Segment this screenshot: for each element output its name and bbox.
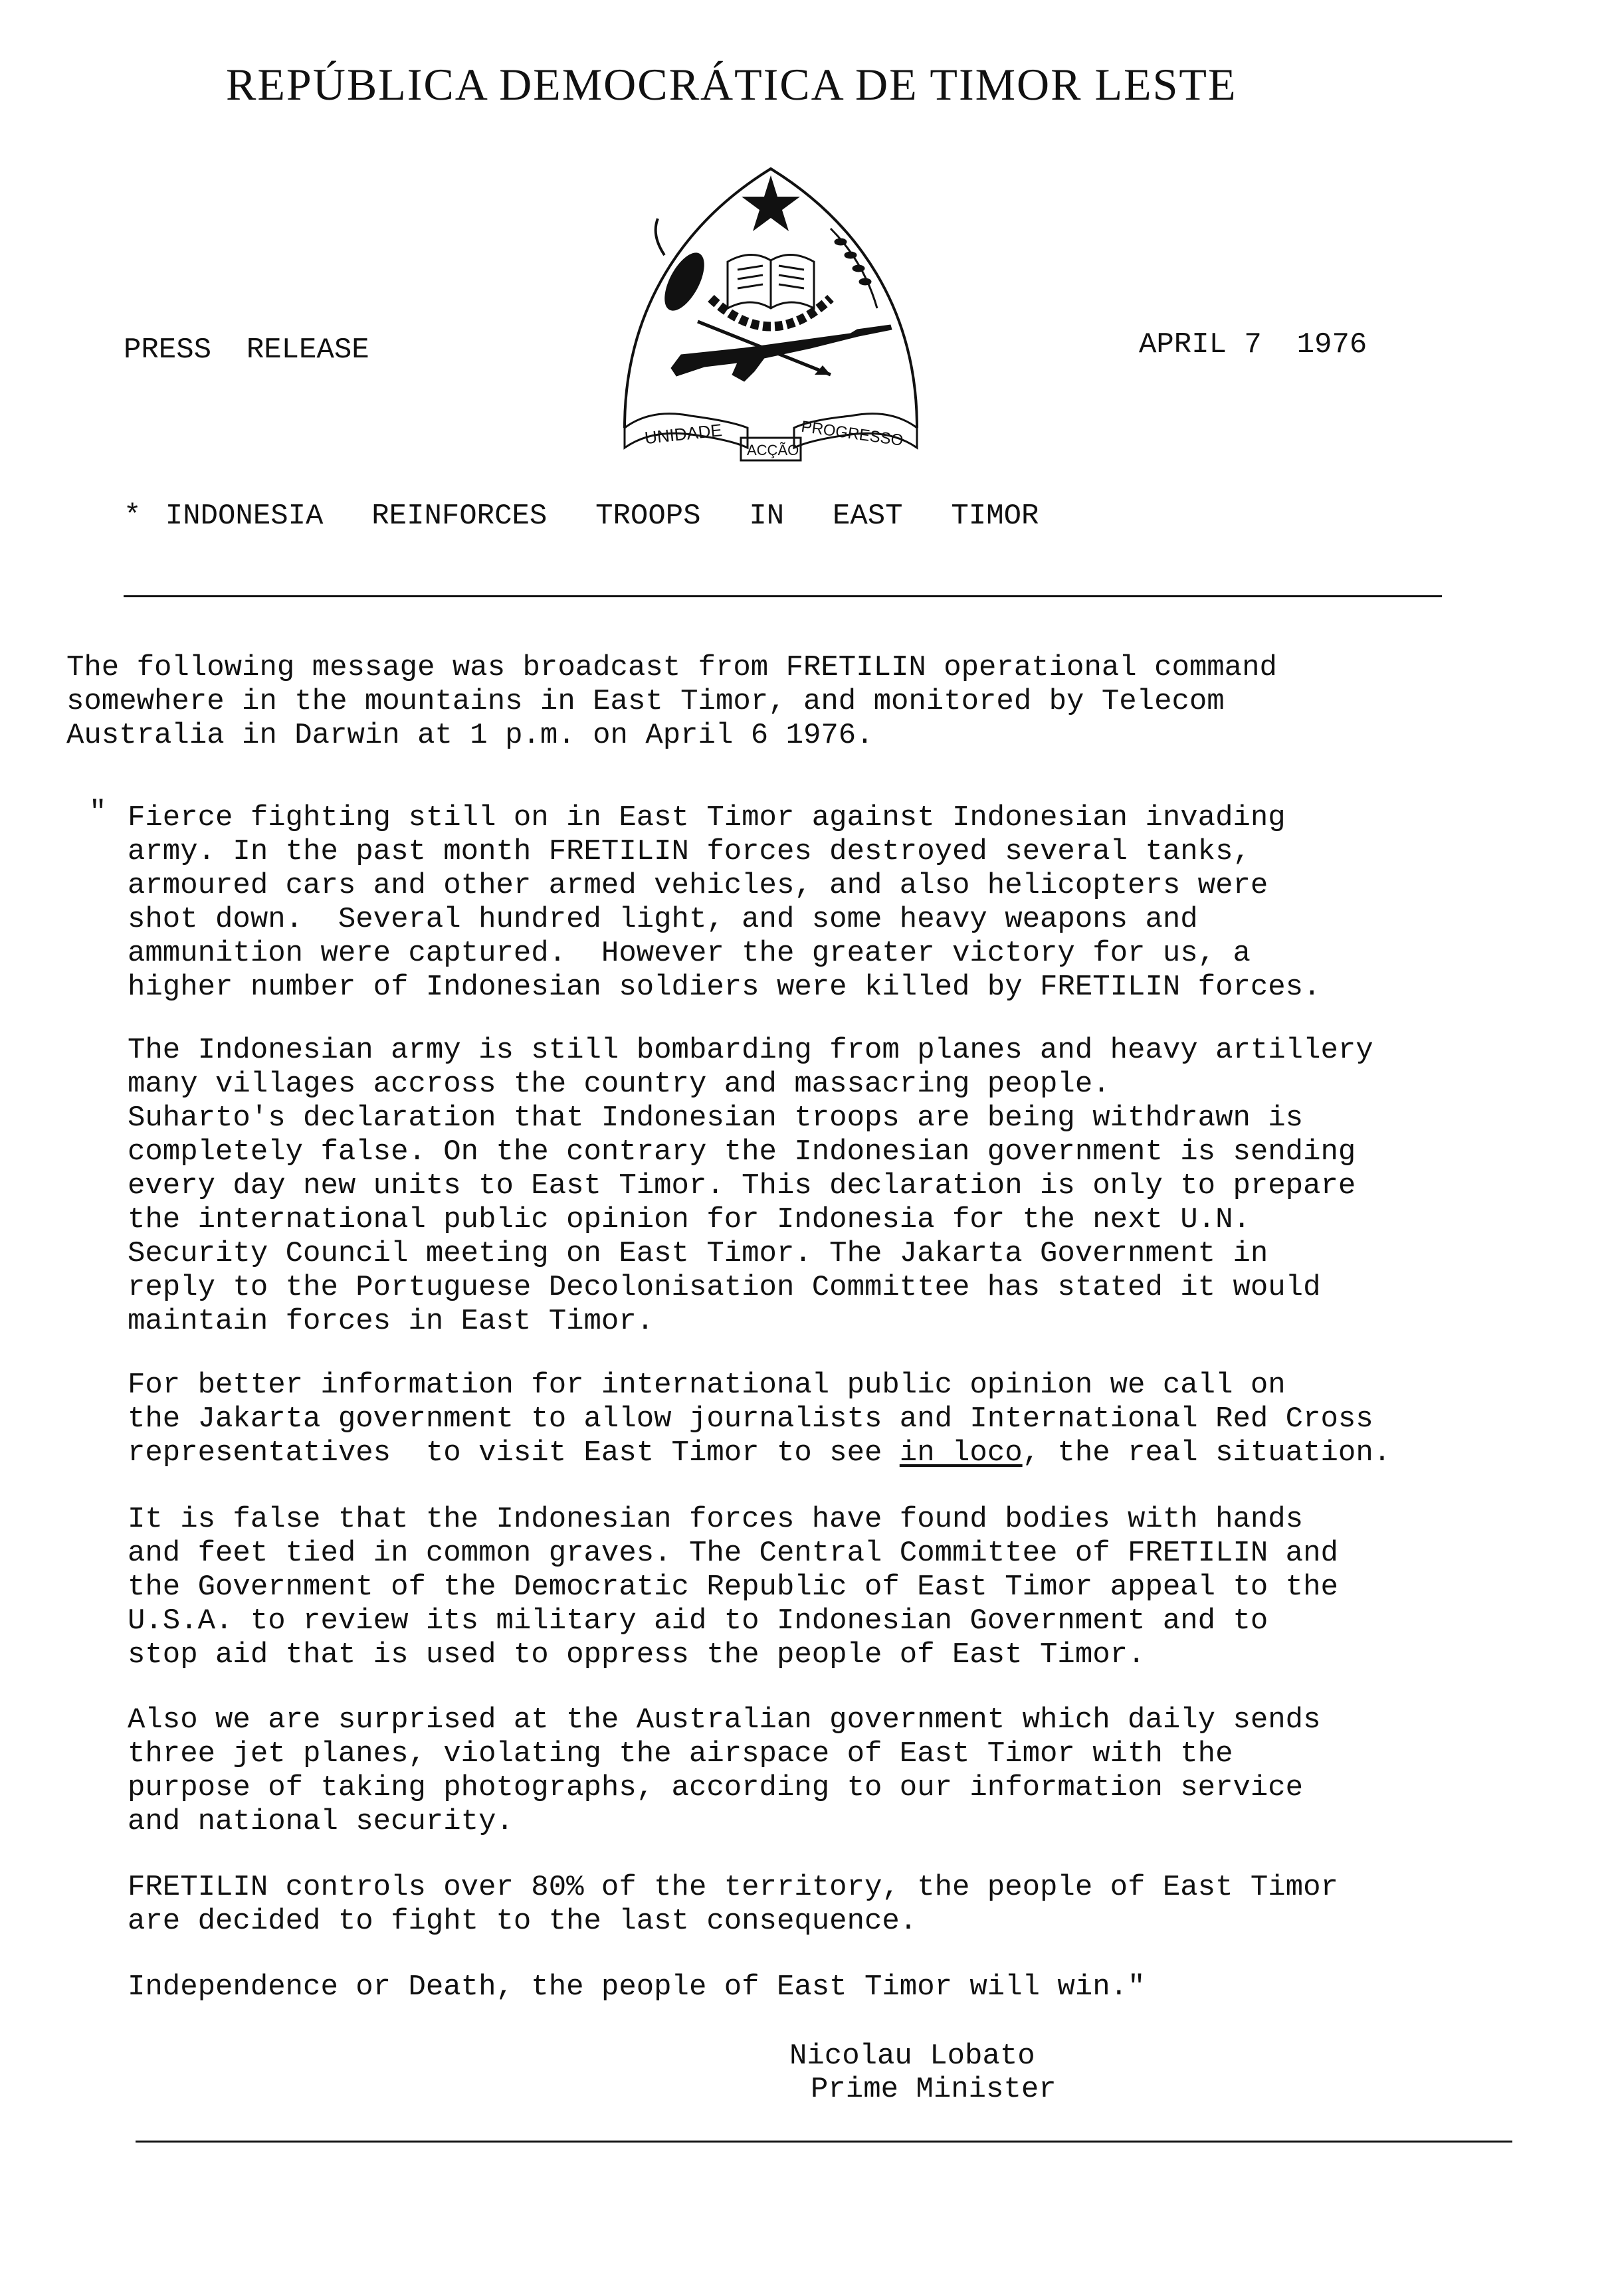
body-line: Independence or Death, the people of East Timor will win." [128,1970,1146,2004]
body-line: Also we are surprised at the Australian government which daily sends [128,1703,1321,1737]
release-date: APRIL 7 1976 [1139,328,1367,361]
body-line: and national security. [128,1805,514,1838]
opening-quote-mark: " [89,796,107,829]
coat-of-arms-emblem [611,155,930,494]
body-line: purpose of taking photographs, according to our information service [128,1771,1304,1804]
body-line: higher number of Indonesian soldiers were killed by FRETILIN forces. [128,971,1321,1004]
body-line: ammunition were captured. However the greater victory for us, a [128,937,1251,970]
body-line: three jet planes, violating the airspace of East Timor with the [128,1737,1233,1770]
body-line: and feet tied in common graves. The Central Committee of FRETILIN and [128,1537,1338,1570]
intro-paragraph [66,651,1277,753]
body-line: The Indonesian army is still bombarding from planes and heavy artillery [128,1034,1373,1067]
rifle-icon [671,325,892,381]
body-line: For better information for international public opinion we call on [128,1369,1286,1402]
body-text: , the real situation. [1022,1436,1391,1470]
body-line: the Jakarta government to allow journalists and International Red Cross [128,1402,1373,1436]
body-line: maintain forces in East Timor. [128,1305,655,1338]
quote-paragraph-1 [128,801,1321,1004]
body-line: It is false that the Indonesian forces have found bodies with hands [128,1503,1304,1536]
body-line: Fierce fighting still on in East Timor against Indonesian invading [128,801,1286,834]
body-line: are decided to fight to the last consequence. [128,1905,918,1938]
body-line: shot down. Several hundred light, and some heavy weapons and [128,903,1198,936]
body-line: reply to the Portuguese Decolonisation Committee has stated it would [128,1271,1321,1304]
body-line: every day new units to East Timor. This declaration is only to prepare [128,1169,1356,1202]
signer-name: Nicolau Lobato [789,2040,1035,2073]
body-line [128,1436,1391,1470]
body-line: the international public opinion for Indonesia for the next U.N. [128,1203,1251,1236]
body-line: U.S.A. to review its military aid to Indonesian Government and to [128,1604,1268,1638]
body-line: armoured cars and other armed vehicles, and also helicopters were [128,869,1268,902]
document-heading: REPÚBLICA DEMOCRÁTICA DE TIMOR LESTE [226,59,1237,110]
body-line: Security Council meeting on East Timor. The Jakarta Government in [128,1237,1268,1270]
quote-paragraph-6 [128,1871,1338,1939]
book-icon [728,254,814,308]
body-line: the Government of the Democratic Republic of East Timor appeal to the [128,1571,1338,1604]
headline: * INDONESIA REINFORCES TROOPS IN EAST TIMOR [124,500,1039,533]
body-text: representatives to visit East Timor to see [128,1436,900,1470]
motto-unidade: UNIDADE [643,420,724,448]
bottom-divider [136,2141,1512,2143]
quote-paragraph-2 [128,1034,1373,1339]
intro-line: The following message was broadcast from FRETILIN operational command [66,651,1277,684]
quote-paragraph-3 [128,1369,1391,1470]
body-line: Suharto's declaration that Indonesian troops are being withdrawn is [128,1101,1304,1135]
quote-paragraph-4 [128,1503,1338,1672]
motto-progresso: PROGRESSO [800,417,905,450]
body-line: FRETILIN controls over 80% of the territory, the people of East Timor [128,1871,1338,1904]
body-line: stop aid that is used to oppress the people of East Timor. [128,1638,1146,1672]
signer-title: Prime Minister [811,2073,1057,2106]
quote-paragraph-5 [128,1703,1321,1839]
underlined-phrase: in loco [899,1436,1023,1470]
press-release-label: PRESS RELEASE [124,334,369,367]
body-line: completely false. On the contrary the Indonesian government is sending [128,1135,1356,1169]
body-line: army. In the past month FRETILIN forces destroyed several tanks, [128,835,1251,868]
maize-icon [656,246,712,316]
top-divider [124,595,1442,597]
intro-line: somewhere in the mountains in East Timor, and monitored by Telecom [66,685,1225,718]
intro-line: Australia in Darwin at 1 p.m. on April 6 1976. [66,719,874,752]
body-line: many villages accross the country and massacring people. [128,1068,1110,1101]
quote-paragraph-7 [128,1970,1145,2004]
motto-accao: ACÇÃO [747,442,799,458]
